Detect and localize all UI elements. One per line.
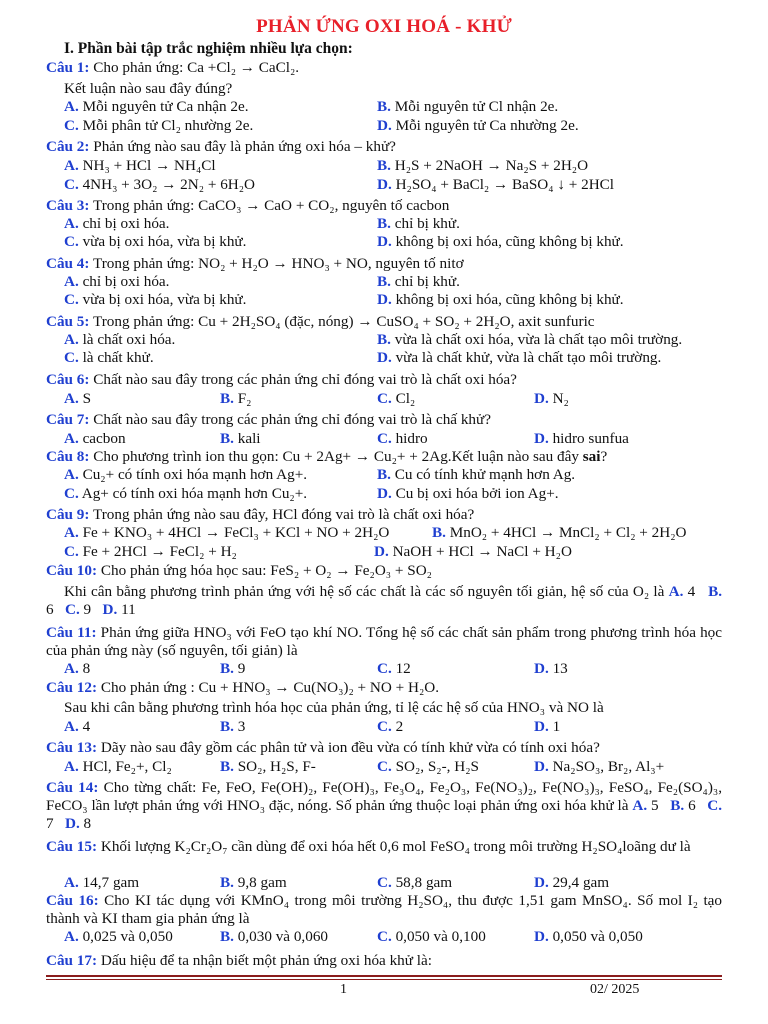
section-heading: I. Phần bài tập trắc nghiệm nhiều lựa chọn: bbox=[64, 40, 353, 57]
option-a: A. Mỗi nguyên tử Ca nhận 2e. bbox=[64, 98, 249, 115]
option-a: A. chỉ bị oxi hóa. bbox=[64, 273, 170, 290]
option-c: C. 58,8 gam bbox=[377, 874, 453, 891]
footer-date: 02/ 2025 bbox=[590, 982, 640, 997]
question-1 bbox=[46, 59, 299, 77]
question-10: Câu 10: Cho phản ứng hóa học sau: FeS₂ + O₂ → Fe₂O₃ + SO₂ bbox=[46, 562, 432, 579]
option-c: C. 0,050 và 0,100 bbox=[377, 928, 486, 945]
question-7: Câu 7: Chất nào sau đây trong các phản ứng chỉ đóng vai trò là chấ khử? bbox=[46, 411, 491, 428]
option-d: D. không bị oxi hóa, cũng không bị khử. bbox=[377, 291, 624, 308]
option-a: A. chỉ bị oxi hóa. bbox=[64, 215, 170, 232]
option-c: C. vừa bị oxi hóa, vừa bị khử. bbox=[64, 291, 247, 308]
option-b: B. Mỗi nguyên tử Cl nhận 2e. bbox=[377, 98, 559, 115]
page-title: PHẢN ỨNG OXI HOÁ - KHỬ bbox=[256, 16, 512, 37]
question-10-stem: Khi cân bằng phương trình phản ứng với hệ số các chất là các số nguyên tối giản, hệ số của O₂ là A. 4 B. 6 C. 9 D. 11 bbox=[46, 583, 723, 618]
option-d: D. Mỗi nguyên tử Ca nhường 2e. bbox=[377, 117, 579, 134]
option-a: A. NH₃ + HCl → NH₄Cl bbox=[64, 157, 216, 174]
option-b: B. chỉ bị khử. bbox=[377, 273, 460, 290]
option-d: D. 13 bbox=[534, 660, 568, 677]
option-b: B. MnO₂ + 4HCl → MnCl₂ + Cl₂ + 2H₂O bbox=[432, 524, 687, 541]
option-d: D. N₂ bbox=[534, 390, 569, 407]
option-c: C. 2 bbox=[377, 718, 404, 735]
option-c: C. là chất khử. bbox=[64, 349, 154, 366]
option-b: B. vừa là chất oxi hóa, vừa là chất tạo môi trường. bbox=[377, 331, 683, 348]
question-6: Câu 6: Chất nào sau đây trong các phản ứng chỉ đóng vai trò là chất oxi hóa? bbox=[46, 371, 517, 388]
option-d: D. không bị oxi hóa, cũng không bị khử. bbox=[377, 233, 624, 250]
question-label: Câu 1: bbox=[46, 59, 90, 76]
option-b: B. H₂S + 2NaOH → Na₂S + 2H₂O bbox=[377, 157, 589, 174]
option-b: B. chỉ bị khử. bbox=[377, 215, 460, 232]
question-9: Câu 9: Trong phản ứng nào sau đây, HCl đóng vai trò là chất oxi hóa? bbox=[46, 506, 475, 523]
question-13: Câu 13: Dãy nào sau đây gồm các phân tử và ion đều vừa có tính khử vừa có tính oxi hóa? bbox=[46, 739, 600, 756]
option-c: C. 12 bbox=[377, 660, 411, 677]
question-2: Câu 2: Phản ứng nào sau đây là phản ứng oxi hóa – khử? bbox=[46, 138, 396, 155]
question-4: Câu 4: Trong phản ứng: NO₂ + H₂O → HNO₃ + NO, nguyên tố nitơ bbox=[46, 255, 464, 272]
option-c: C. vừa bị oxi hóa, vừa bị khử. bbox=[64, 233, 247, 250]
option-a: A. HCl, Fe₂+, Cl₂ bbox=[64, 758, 172, 775]
option-a: A. Cu₂+ có tính oxi hóa mạnh hơn Ag+. bbox=[64, 466, 308, 483]
option-a: A. 14,7 gam bbox=[64, 874, 140, 891]
question-12: Câu 12: Cho phản ứng : Cu + HNO₃ → Cu(NO₃)₂ + NO + H₂O. bbox=[46, 679, 440, 696]
option-c: C. SO₂, S₂-, H₂S bbox=[377, 758, 479, 775]
option-c: C. 4NH₃ + 3O₂ → 2N₂ + 6H₂O bbox=[64, 176, 256, 193]
option-b: B. Cu có tính khử mạnh hơn Ag. bbox=[377, 466, 576, 483]
option-b: B. kali bbox=[220, 430, 261, 447]
question-text: Cho phản ứng: Ca +Cl₂ → CaCl₂. bbox=[93, 59, 300, 76]
option-a: A. cacbon bbox=[64, 430, 126, 447]
option-d: D. NaOH + HCl → NaCl + H₂O bbox=[374, 543, 572, 560]
option-a: A. 0,025 và 0,050 bbox=[64, 928, 173, 945]
question-17: Câu 17: Dấu hiệu để ta nhận biết một phản ứng oxi hóa khử là: bbox=[46, 952, 432, 969]
footer-divider-thin bbox=[46, 979, 722, 980]
option-b: B. 9 bbox=[220, 660, 246, 677]
question-11: Câu 11: Phản ứng giữa HNO₃ với FeO tạo khí NO. Tổng hệ số các chất sản phẩm trong phương trình hóa học của phản ứng này (số nguyên, tối giản) là bbox=[46, 624, 722, 659]
option-c: C. hidro bbox=[377, 430, 428, 447]
question-16: Câu 16: Cho KI tác dụng với KMnO₄ trong môi trường H₂SO₄, thu được 1,51 gam MnSO₄. Số mol I₂ tạo thành và KI tham gia phản ứng là bbox=[46, 892, 722, 927]
option-d: D. 0,050 và 0,050 bbox=[534, 928, 643, 945]
option-a: A. là chất oxi hóa. bbox=[64, 331, 176, 348]
option-a: A. Fe + KNO₃ + 4HCl → FeCl₃ + KCl + NO + 2H₂O bbox=[64, 524, 390, 541]
option-b: B. SO₂, H₂S, F- bbox=[220, 758, 316, 775]
option-d: D. vừa là chất khử, vừa là chất tạo môi trường. bbox=[377, 349, 662, 366]
option-b: B. 0,030 và 0,060 bbox=[220, 928, 329, 945]
question-12-stem: Sau khi cân bằng phương trình hóa học của phản ứng, tỉ lệ các hệ số của HNO₃ và NO là bbox=[64, 699, 604, 716]
option-d: D. H₂SO₄ + BaCl₂ → BaSO₄ ↓ + 2HCl bbox=[377, 176, 615, 193]
footer-divider bbox=[46, 975, 722, 977]
option-a: A. 8 bbox=[64, 660, 91, 677]
page-number: 1 bbox=[340, 982, 347, 997]
option-d: D. 29,4 gam bbox=[534, 874, 610, 891]
option-a: A. 4 bbox=[64, 718, 91, 735]
option-b: B. 9,8 gam bbox=[220, 874, 287, 891]
option-d: D. Cu bị oxi hóa bởi ion Ag+. bbox=[377, 485, 559, 502]
option-a: A. S bbox=[64, 390, 92, 407]
question-14: Câu 14: Cho từng chất: Fe, FeO, Fe(OH)₂, Fe(OH)₃, Fe₃O₄, Fe₂O₃, Fe(NO₃)₂, Fe(NO₃)₃, FeSO₄, Fe₂(SO₄)₃, FeCO₃ lần lượt phản ứng với HNO₃ đặc, nóng. Số phản ứng thuộc loại phản ứng oxi hóa khử là A. 5 B. 6 C. 7 D. 8 bbox=[46, 779, 723, 832]
option-c: C. Ag+ có tính oxi hóa mạnh hơn Cu₂+. bbox=[64, 485, 308, 502]
question-8: Câu 8: Cho phương trình ion thu gọn: Cu + 2Ag+ → Cu₂+ + 2Ag.Kết luận nào sau đây sai? bbox=[46, 448, 608, 465]
option-d: D. 1 bbox=[534, 718, 561, 735]
question-3: Câu 3: Trong phản ứng: CaCO₃ → CaO + CO₂, nguyên tố cacbon bbox=[46, 197, 450, 214]
option-b: B. 3 bbox=[220, 718, 246, 735]
option-c: C. Fe + 2HCl → FeCl₂ + H₂ bbox=[64, 543, 237, 560]
question-5: Câu 5: Trong phản ứng: Cu + 2H₂SO₄ (đặc, nóng) → CuSO₄ + SO₂ + 2H₂O, axit sunfuric bbox=[46, 313, 595, 330]
question-15: Câu 15: Khối lượng K₂Cr₂O₇ cần dùng để oxi hóa hết 0,6 mol FeSO₄ trong môi trường H₂SO₄loãng dư là bbox=[46, 838, 691, 855]
option-c: C. Mỗi phân tử Cl₂ nhường 2e. bbox=[64, 117, 254, 134]
option-b: B. F₂ bbox=[220, 390, 252, 407]
option-d: D. Na₂SO₃, Br₂, Al₃+ bbox=[534, 758, 665, 775]
option-c: C. Cl₂ bbox=[377, 390, 416, 407]
option-d: D. hidro sunfua bbox=[534, 430, 629, 447]
question-1-stem: Kết luận nào sau đây đúng? bbox=[64, 80, 233, 97]
